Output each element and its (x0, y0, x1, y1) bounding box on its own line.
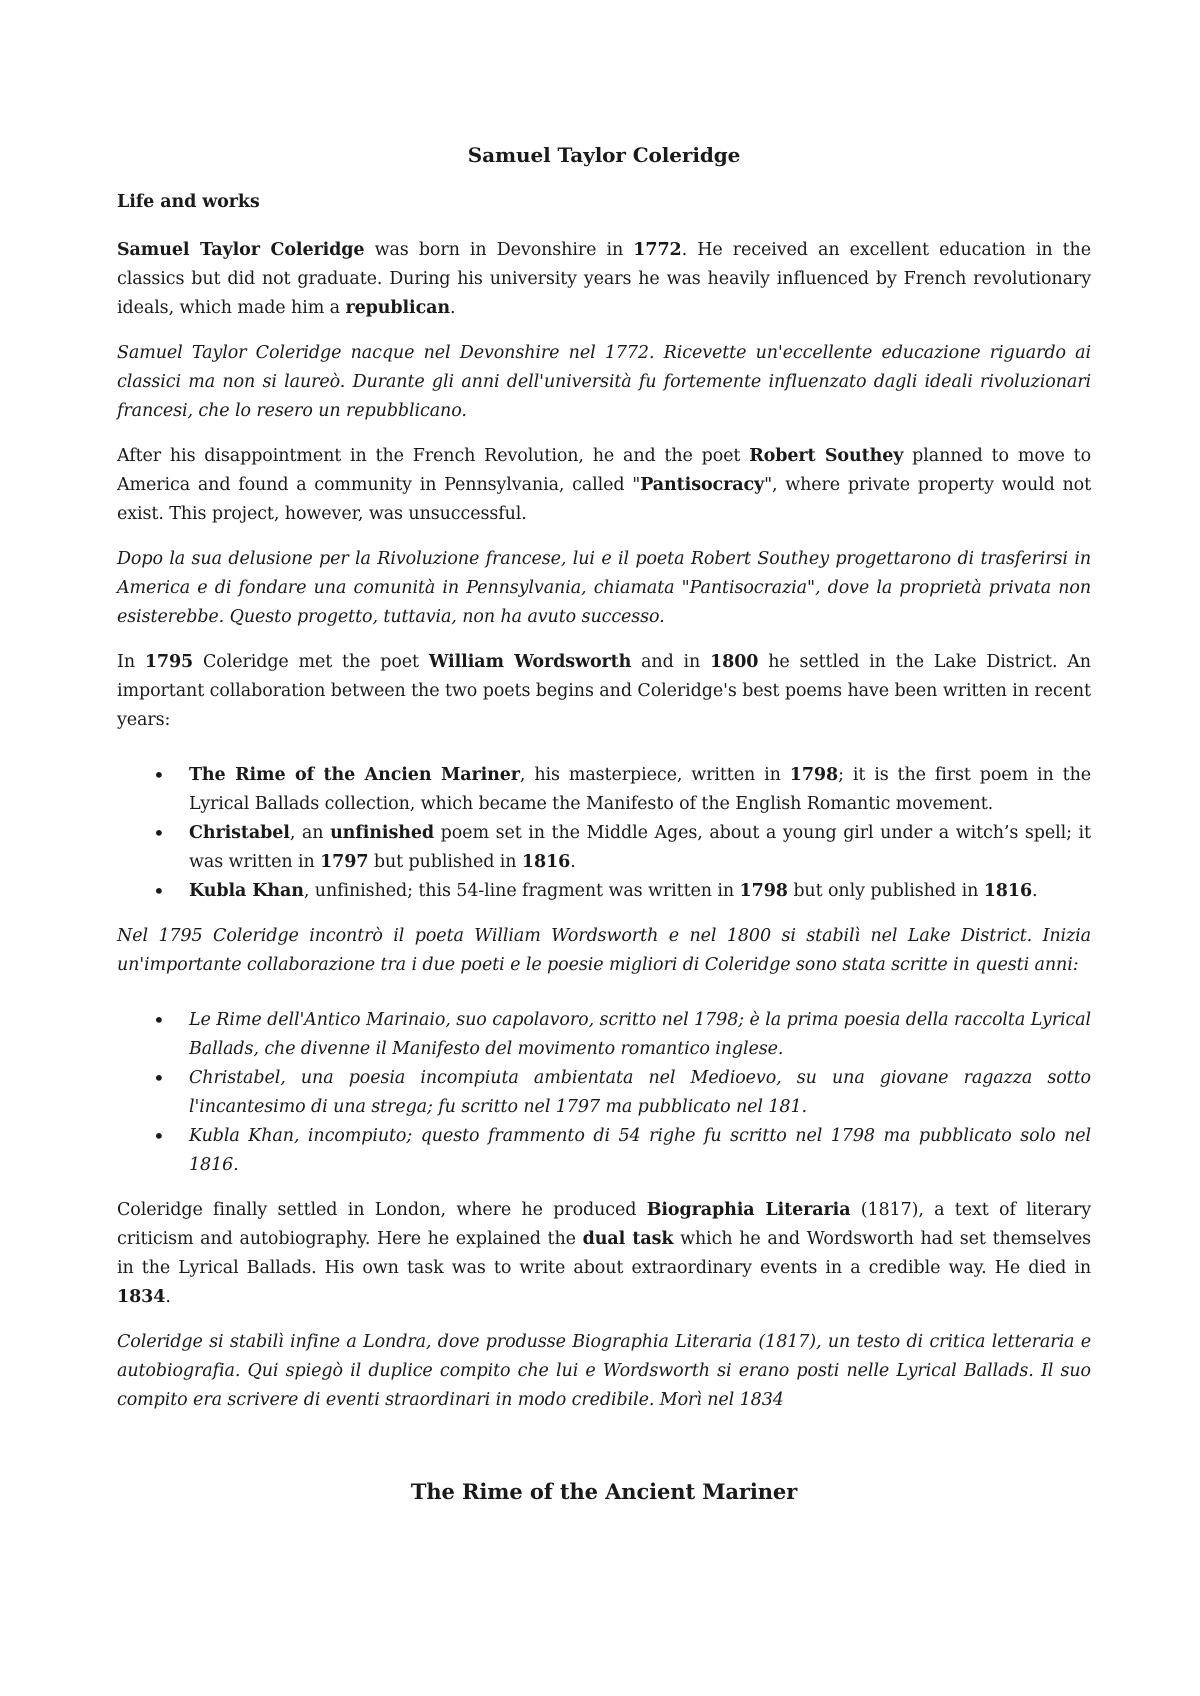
document-page (117, 140, 1091, 1507)
bold-name: Samuel Taylor Coleridge (117, 240, 365, 260)
section-heading: Life and works (117, 192, 260, 212)
page-title: Samuel Taylor Coleridge (467, 143, 741, 167)
list-item: • Kubla Khan, unfinished; this 54-line fragment was written in 1798 but only published in 1816. (189, 877, 1091, 906)
paragraph-2-english: After his disappointment in the French Revolution, he and the poet Robert Southey planned to move to America and found a community in Pennsylvania, called "Pantisocracy", where private property would not exist. This project, however, was unsuccessful. (117, 446, 1092, 524)
bold-southey: Robert Southey (749, 446, 904, 466)
bold-wordsworth: William Wordsworth (428, 652, 632, 672)
paragraph-3-italian: Nel 1795 Coleridge incontrò il poeta William Wordsworth e nel 1800 si stabilì nel Lake District. Inizia un'importante collaborazione tra i due poeti e le poesie migliori di Coleridge sono stata scritte in questi anni: (117, 926, 1091, 975)
bold-pantisocracy: Pantisocracy (640, 475, 765, 495)
works-list-english (117, 761, 1091, 906)
bold-biographia: Biographia Literaria (646, 1200, 851, 1220)
section-title-rime: The Rime of the Ancient Mariner (410, 1479, 798, 1504)
works-list-italian (117, 1006, 1091, 1180)
paragraph-1-italian: Samuel Taylor Coleridge nacque nel Devonshire nel 1772. Ricevette un'eccellente educazione riguardo ai classici ma non si laureò. Durante gli anni dell'università fu fortemente influenzato dagli ideali rivoluzionari francesi, che lo resero un repubblicano. (117, 343, 1091, 421)
paragraph-2-italian: Dopo la sua delusione per la Rivoluzione francese, lui e il poeta Robert Southey progettarono di trasferirsi in America e di fondare una comunità in Pennsylvania, chiamata "Pantisocrazia", dove la proprietà privata non esisterebbe. Questo progetto, tuttavia, non ha avuto successo. (117, 549, 1091, 627)
paragraph-3-english: In 1795 Coleridge met the poet William Wordsworth and in 1800 he settled in the Lake District. An important collaboration between the two poets begins and Coleridge's best poems have been written in recent years: (117, 652, 1091, 730)
bold-year: 1772 (633, 240, 682, 260)
list-item: • Christabel, una poesia incompiuta ambientata nel Medioevo, su una giovane ragazza sotto l'incantesimo di una strega; fu scritto nel 1797 ma pubblicato nel 181. (189, 1064, 1091, 1122)
bold-year: 1800 (710, 652, 759, 672)
bold-year: 1834 (117, 1287, 166, 1307)
list-item: • The Rime of the Ancien Mariner, his masterpiece, written in 1798; it is the first poem in the Lyrical Ballads collection, which became the Manifesto of the English Romantic movement. (189, 761, 1091, 819)
paragraph-4-italian: Coleridge si stabilì infine a Londra, dove produsse Biographia Literaria (1817), un testo di critica letteraria e autobiografia. Qui spiegò il duplice compito che lui e Wordsworth si erano posti nelle Lyrical Ballads. Il suo compito era scrivere di eventi straordinari in modo credibile. Morì nel 1834 (117, 1332, 1091, 1410)
paragraph-1-english: Samuel Taylor Coleridge was born in Devonshire in 1772. He received an excellent education in the classics but did not graduate. During his university years he was heavily influenced by French revolutionary ideals, which made him a republican. (117, 240, 1091, 318)
bold-year: 1795 (144, 652, 194, 672)
list-item: • Christabel, an unfinished poem set in the Middle Ages, about a young girl under a witch’s spell; it was written in 1797 but published in 1816. (189, 819, 1091, 877)
bold-republican: republican (345, 298, 451, 318)
paragraph-4-english: Coleridge finally settled in London, where he produced Biographia Literaria (1817), a text of literary criticism and autobiography. Here he explained the dual task which he and Wordsworth had set themselves in the Lyrical Ballads. His own task was to write about extraordinary events in a credible way. He died in 1834. (117, 1200, 1091, 1307)
list-item: • Kubla Khan, incompiuto; questo frammento di 54 righe fu scritto nel 1798 ma pubblicato solo nel 1816. (189, 1122, 1091, 1180)
bold-dual-task: dual task (582, 1229, 674, 1249)
list-item: • Le Rime dell'Antico Marinaio, suo capolavoro, scritto nel 1798; è la prima poesia della raccolta Lyrical Ballads, che divenne il Manifesto del movimento romantico inglese. (189, 1006, 1091, 1064)
